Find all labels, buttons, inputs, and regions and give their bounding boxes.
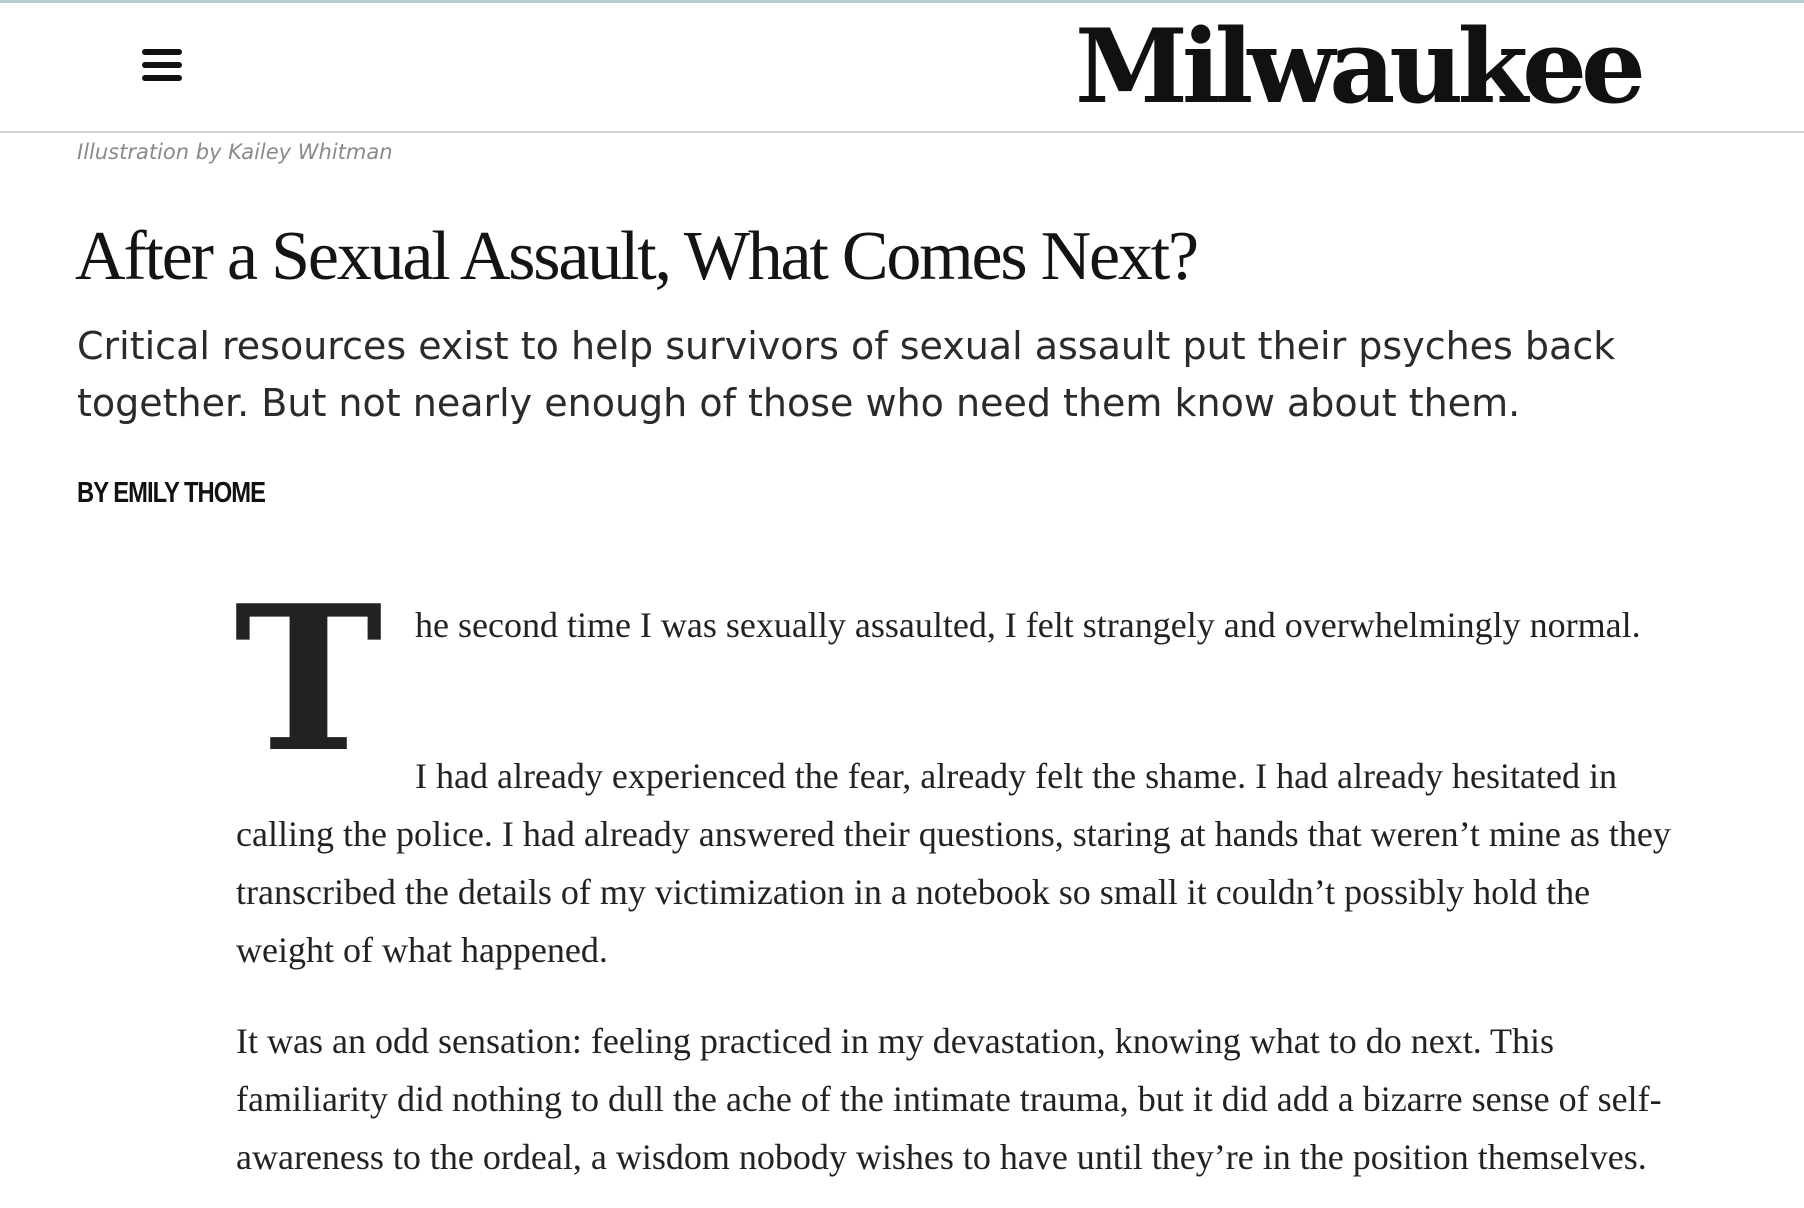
- site-header: [0, 3, 1804, 133]
- menu-button[interactable]: [130, 39, 192, 95]
- illustration-credit: Illustration by Kailey Whitman: [77, 140, 393, 164]
- article-paragraph-2: I had already experienced the fear, already felt the shame. I had already hesitated in calling the police. I had already answered their questions, staring at hands that weren’t mine as they transcribed the details of my victimization in a notebook so small it couldn’t possibly hold the weight of what happened.: [236, 756, 1671, 970]
- article-paragraph-1: he second time I was sexually assaulted, I felt strangely and overwhelmingly normal.: [415, 605, 1641, 645]
- article-headline: After a Sexual Assault, What Comes Next?: [75, 218, 1197, 295]
- drop-cap: T: [234, 562, 383, 797]
- hamburger-menu-icon: [130, 45, 192, 85]
- article-paragraph-3: It was an odd sensation: feeling practiced in my devastation, knowing what to do next. This familiarity did nothing to dull the ache of the intimate trauma, but it did add a bizarre sense of self-awareness to the ordeal, a wisdom nobody wishes to have until they’re in the position themselves.: [236, 1021, 1662, 1177]
- site-logo[interactable]: Milwaukee: [1075, 7, 1640, 127]
- article-byline[interactable]: BY EMILY THOME: [77, 477, 265, 509]
- article-dek: Critical resources exist to help survivors of sexual assault put their psyches back together. But not nearly enough of those who need them know about them.: [77, 324, 1616, 425]
